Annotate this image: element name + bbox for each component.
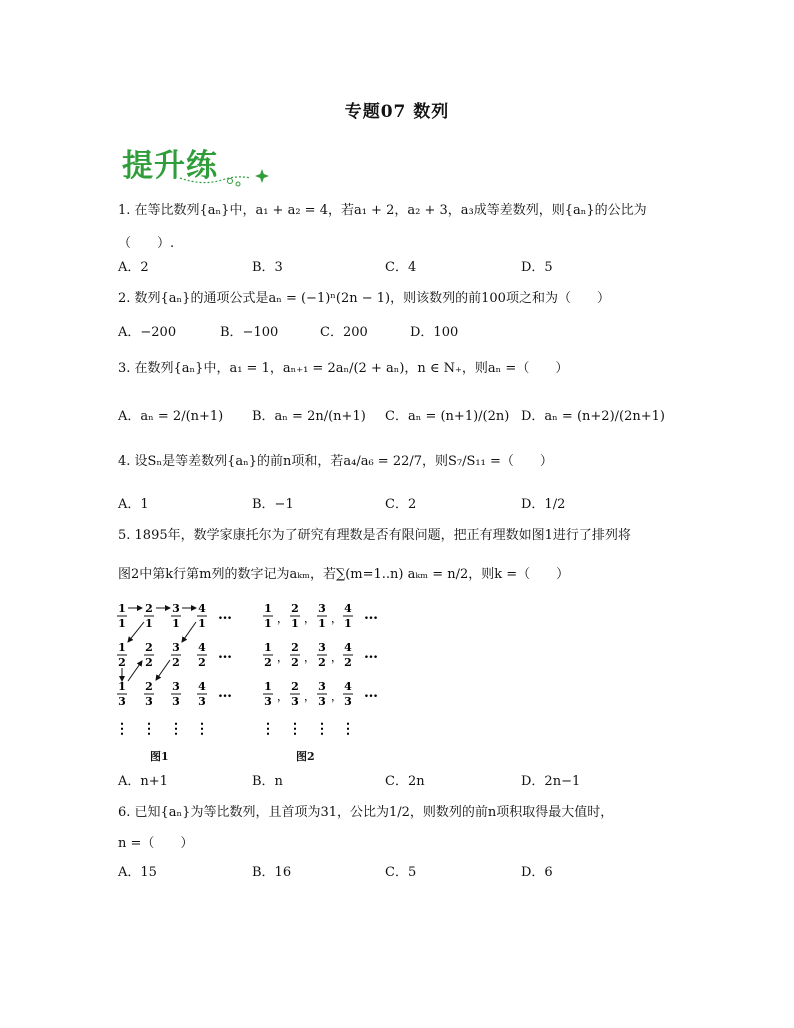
fraction-numerator: 4	[344, 680, 352, 693]
fraction-denominator: 2	[198, 656, 206, 669]
fraction-numerator: 2	[291, 641, 299, 654]
column-vdots: ⋮	[142, 721, 156, 737]
q5-option-b[interactable]: B．n	[252, 774, 283, 789]
fraction-numerator: 1	[264, 680, 272, 693]
q2-option-a[interactable]: A．−200	[118, 325, 177, 340]
fraction-numerator: 3	[172, 641, 180, 654]
q1-option-b[interactable]: B．3	[252, 260, 283, 275]
fraction-denominator: 1	[172, 617, 180, 630]
logo	[122, 140, 282, 190]
q6-option-b[interactable]: B．16	[252, 865, 292, 880]
comma: ，	[331, 612, 342, 625]
fig1-svg	[112, 598, 252, 743]
fraction-denominator: 3	[318, 695, 326, 708]
comma: ，	[331, 690, 342, 703]
fraction-numerator: 2	[291, 680, 299, 693]
row-ellipsis: …	[364, 607, 378, 623]
figure-1-caption: 图1	[150, 750, 169, 763]
fraction-denominator: 3	[344, 695, 352, 708]
arrow-icon	[182, 622, 196, 642]
fraction-numerator: 4	[344, 602, 352, 615]
column-vdots: ⋮	[169, 721, 183, 737]
question-2: 2. 数列{aₙ}的通项公式是aₙ = (−1)ⁿ(2n − 1)，则该数列的前100项之和为（ ）	[118, 291, 610, 306]
q6-option-a[interactable]: A．15	[118, 865, 157, 880]
comma: ，	[304, 690, 315, 703]
page-title: 专题07 数列	[344, 102, 450, 122]
q2-option-d[interactable]: D．100	[410, 325, 459, 340]
q5-option-a[interactable]: A．n+1	[118, 774, 168, 789]
question-6: 6. 已知{aₙ}为等比数列，且首项为31，公比为1/2，则数列的前n项积取得最大值时，	[118, 805, 614, 820]
fig2-svg	[258, 598, 398, 743]
fraction-denominator: 1	[118, 617, 126, 630]
q6-option-d[interactable]: D．6	[521, 865, 553, 880]
figure-1-grid	[112, 598, 252, 743]
q4-option-a[interactable]: A．1	[118, 497, 149, 512]
column-vdots: ⋮	[288, 721, 302, 737]
fraction-numerator: 4	[344, 641, 352, 654]
column-vdots: ⋮	[341, 721, 355, 737]
q1-option-c[interactable]: C．4	[385, 260, 417, 275]
fraction-numerator: 1	[264, 602, 272, 615]
arrow-icon	[128, 622, 144, 642]
row-ellipsis: …	[218, 646, 232, 662]
q1-option-d[interactable]: D．5	[521, 260, 553, 275]
question-5-line-2: 图2中第k行第m列的数字记为aₖₘ，若∑(m=1..n) aₖₘ = n/2，则k =（ ）	[118, 567, 570, 582]
fraction-denominator: 2	[291, 656, 299, 669]
q6-option-c[interactable]: C．5	[385, 865, 417, 880]
question-4: 4. 设Sₙ是等差数列{aₙ}的前n项和，若a₄/a₆ = 22/7，则S₇/S₁₁ =（ ）	[118, 454, 553, 469]
fraction-numerator: 4	[198, 680, 206, 693]
fraction-denominator: 1	[264, 617, 272, 630]
q5-option-d[interactable]: D．2n−1	[521, 774, 581, 789]
fraction-denominator: 3	[198, 695, 206, 708]
fraction-denominator: 2	[264, 656, 272, 669]
comma: ，	[277, 651, 288, 664]
q5-option-c[interactable]: C．2n	[385, 774, 425, 789]
row-ellipsis: …	[364, 646, 378, 662]
logo-decoration-icon	[122, 140, 282, 190]
fraction-numerator: 2	[291, 602, 299, 615]
column-vdots: ⋮	[195, 721, 209, 737]
q2-option-b[interactable]: B．−100	[220, 325, 279, 340]
row-ellipsis: …	[364, 685, 378, 701]
row-ellipsis: …	[218, 685, 232, 701]
fraction-denominator: 3	[264, 695, 272, 708]
q3-option-c[interactable]: C．aₙ = (n+1)/(2n)	[385, 409, 510, 424]
fraction-denominator: 2	[344, 656, 352, 669]
fraction-denominator: 3	[145, 695, 153, 708]
question-6-tail: n =（ ）	[118, 836, 194, 851]
q2-option-c[interactable]: C．200	[320, 325, 368, 340]
fraction-numerator: 3	[172, 602, 180, 615]
q4-option-b[interactable]: B．−1	[252, 497, 294, 512]
fraction-denominator: 1	[198, 617, 206, 630]
comma: ，	[304, 651, 315, 664]
fraction-denominator: 1	[291, 617, 299, 630]
fraction-numerator: 1	[118, 641, 126, 654]
fraction-numerator: 2	[145, 602, 153, 615]
fraction-denominator: 1	[344, 617, 352, 630]
question-3: 3. 在数列{aₙ}中，a₁ = 1，aₙ₊₁ = 2aₙ/(2 + aₙ)，n ∈ N₊，则aₙ =（ ）	[118, 361, 569, 376]
q1-option-a[interactable]: A．2	[118, 260, 149, 275]
fraction-numerator: 1	[118, 602, 126, 615]
row-ellipsis: …	[218, 607, 232, 623]
comma: ，	[277, 612, 288, 625]
fraction-numerator: 2	[145, 680, 153, 693]
fraction-denominator: 1	[318, 617, 326, 630]
q4-option-d[interactable]: D．1/2	[521, 497, 566, 512]
figure-2-grid	[258, 598, 398, 743]
comma: ，	[304, 612, 315, 625]
column-vdots: ⋮	[315, 721, 329, 737]
figure-2-caption: 图2	[296, 750, 315, 763]
q4-option-c[interactable]: C．2	[385, 497, 417, 512]
column-vdots: ⋮	[261, 721, 275, 737]
arrow-icon	[128, 661, 142, 681]
fraction-numerator: 3	[318, 680, 326, 693]
question-5-line-1: 5. 1895年，数学家康托尔为了研究有理数是否有限问题，把正有理数如图1进行了排列将	[118, 528, 631, 543]
comma: ，	[277, 690, 288, 703]
fraction-numerator: 2	[145, 641, 153, 654]
fraction-denominator: 3	[118, 695, 126, 708]
comma: ，	[331, 651, 342, 664]
question-1: 1. 在等比数列{aₙ}中，a₁ + a₂ = 4，若a₁ + 2，a₂ + 3，a₃成等差数列，则{aₙ}的公比为	[118, 203, 647, 218]
question-1-tail: （ ）.	[118, 236, 175, 251]
fraction-numerator: 1	[118, 680, 126, 693]
fraction-numerator: 3	[172, 680, 180, 693]
fraction-denominator: 2	[118, 656, 126, 669]
arrow-icon	[156, 660, 170, 680]
fraction-numerator: 4	[198, 641, 206, 654]
fraction-numerator: 4	[198, 602, 206, 615]
fraction-denominator: 2	[172, 656, 180, 669]
fraction-denominator: 3	[172, 695, 180, 708]
fraction-numerator: 3	[318, 602, 326, 615]
fraction-numerator: 3	[318, 641, 326, 654]
q3-option-a[interactable]: A．aₙ = 2/(n+1)	[118, 409, 224, 424]
fraction-denominator: 2	[145, 656, 153, 669]
fraction-denominator: 2	[318, 656, 326, 669]
column-vdots: ⋮	[115, 721, 129, 737]
q3-option-d[interactable]: D．aₙ = (n+2)/(2n+1)	[521, 409, 665, 424]
fraction-numerator: 1	[264, 641, 272, 654]
q3-option-b[interactable]: B．aₙ = 2n/(n+1)	[252, 409, 366, 424]
fraction-denominator: 1	[145, 617, 153, 630]
logo-text: 提升练	[122, 148, 218, 184]
fraction-denominator: 3	[291, 695, 299, 708]
